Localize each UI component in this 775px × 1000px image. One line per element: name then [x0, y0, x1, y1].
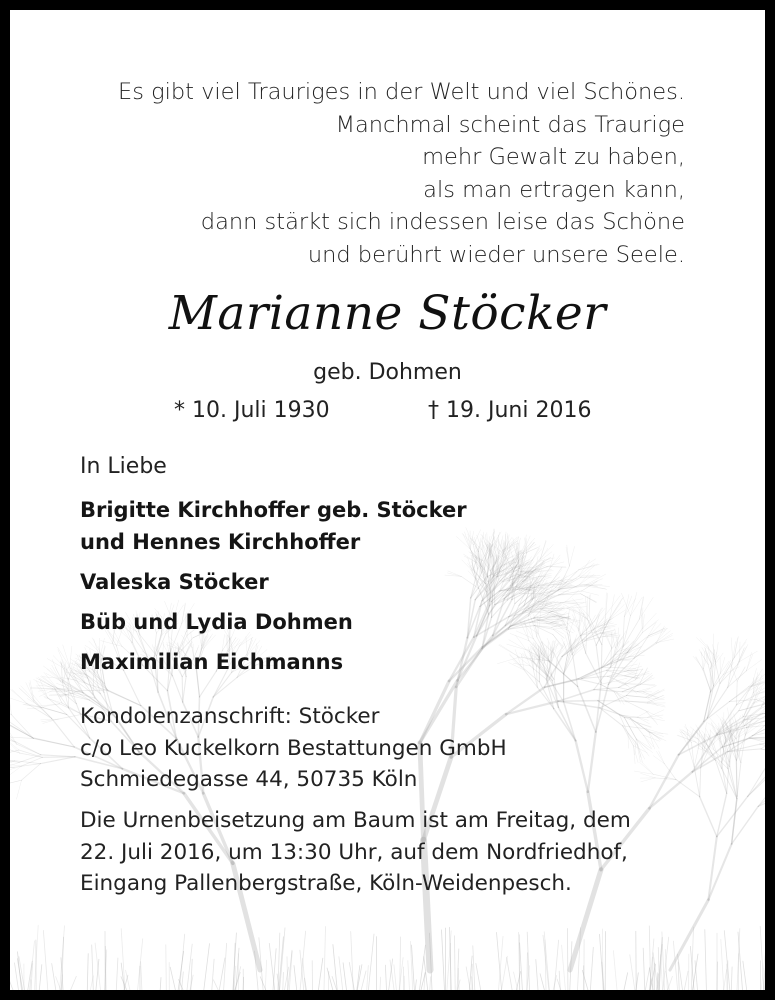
mourner-entry: [80, 566, 467, 598]
mourner-name: Valeska Stöcker: [80, 570, 269, 594]
mourner-entry: [80, 606, 467, 638]
address-line: Kondolenzanschrift: Stöcker: [80, 704, 380, 729]
poem-line: Es gibt viel Trauriges in der Welt und viel Schönes.: [118, 79, 685, 105]
condolence-address: [80, 701, 507, 796]
mourner-name: Büb und Lydia Dohmen: [80, 610, 353, 634]
burial-line: Eingang Pallenbergstraße, Köln-Weidenpesch.: [80, 871, 572, 896]
poem-line: und berührt wieder unsere Seele.: [307, 241, 685, 268]
mourner-name: und Hennes Kirchhoffer: [80, 530, 361, 554]
address-line: Schmiedegasse 44, 50735 Köln: [80, 767, 418, 792]
poem-line: dann stärkt sich indessen leise das Schöne: [200, 209, 685, 236]
death-date: † 19. Juni 2016: [428, 398, 592, 423]
mourner-entry: [80, 494, 467, 558]
deceased-name: Marianne Stöcker: [168, 286, 607, 341]
notice-content: [10, 10, 765, 990]
mourner-name: Maximilian Eichmanns: [80, 650, 344, 674]
mourner-name: Brigitte Kirchhoffer geb. Stöcker: [80, 498, 467, 522]
poem-line: als man ertragen kann,: [423, 176, 685, 203]
burial-line: Die Urnenbeisetzung am Baum ist am Freitag, dem: [80, 808, 631, 833]
mourners-list: [80, 494, 467, 686]
burial-line: 22. Juli 2016, um 13:30 Uhr, auf dem Nordfriedhof,: [80, 839, 628, 865]
poem: [118, 76, 685, 272]
poem-line: mehr Gewalt zu haben,: [422, 144, 685, 171]
mourners-intro: In Liebe: [80, 454, 167, 479]
burial-info: [80, 805, 631, 900]
poem-line: Manchmal scheint das Traurige: [335, 111, 685, 138]
birth-name: geb. Dohmen: [313, 360, 462, 385]
address-line: c/o Leo Kuckelkorn Bestattungen GmbH: [80, 735, 507, 761]
birth-date: * 10. Juli 1930: [174, 398, 330, 423]
mourner-entry: [80, 646, 467, 678]
